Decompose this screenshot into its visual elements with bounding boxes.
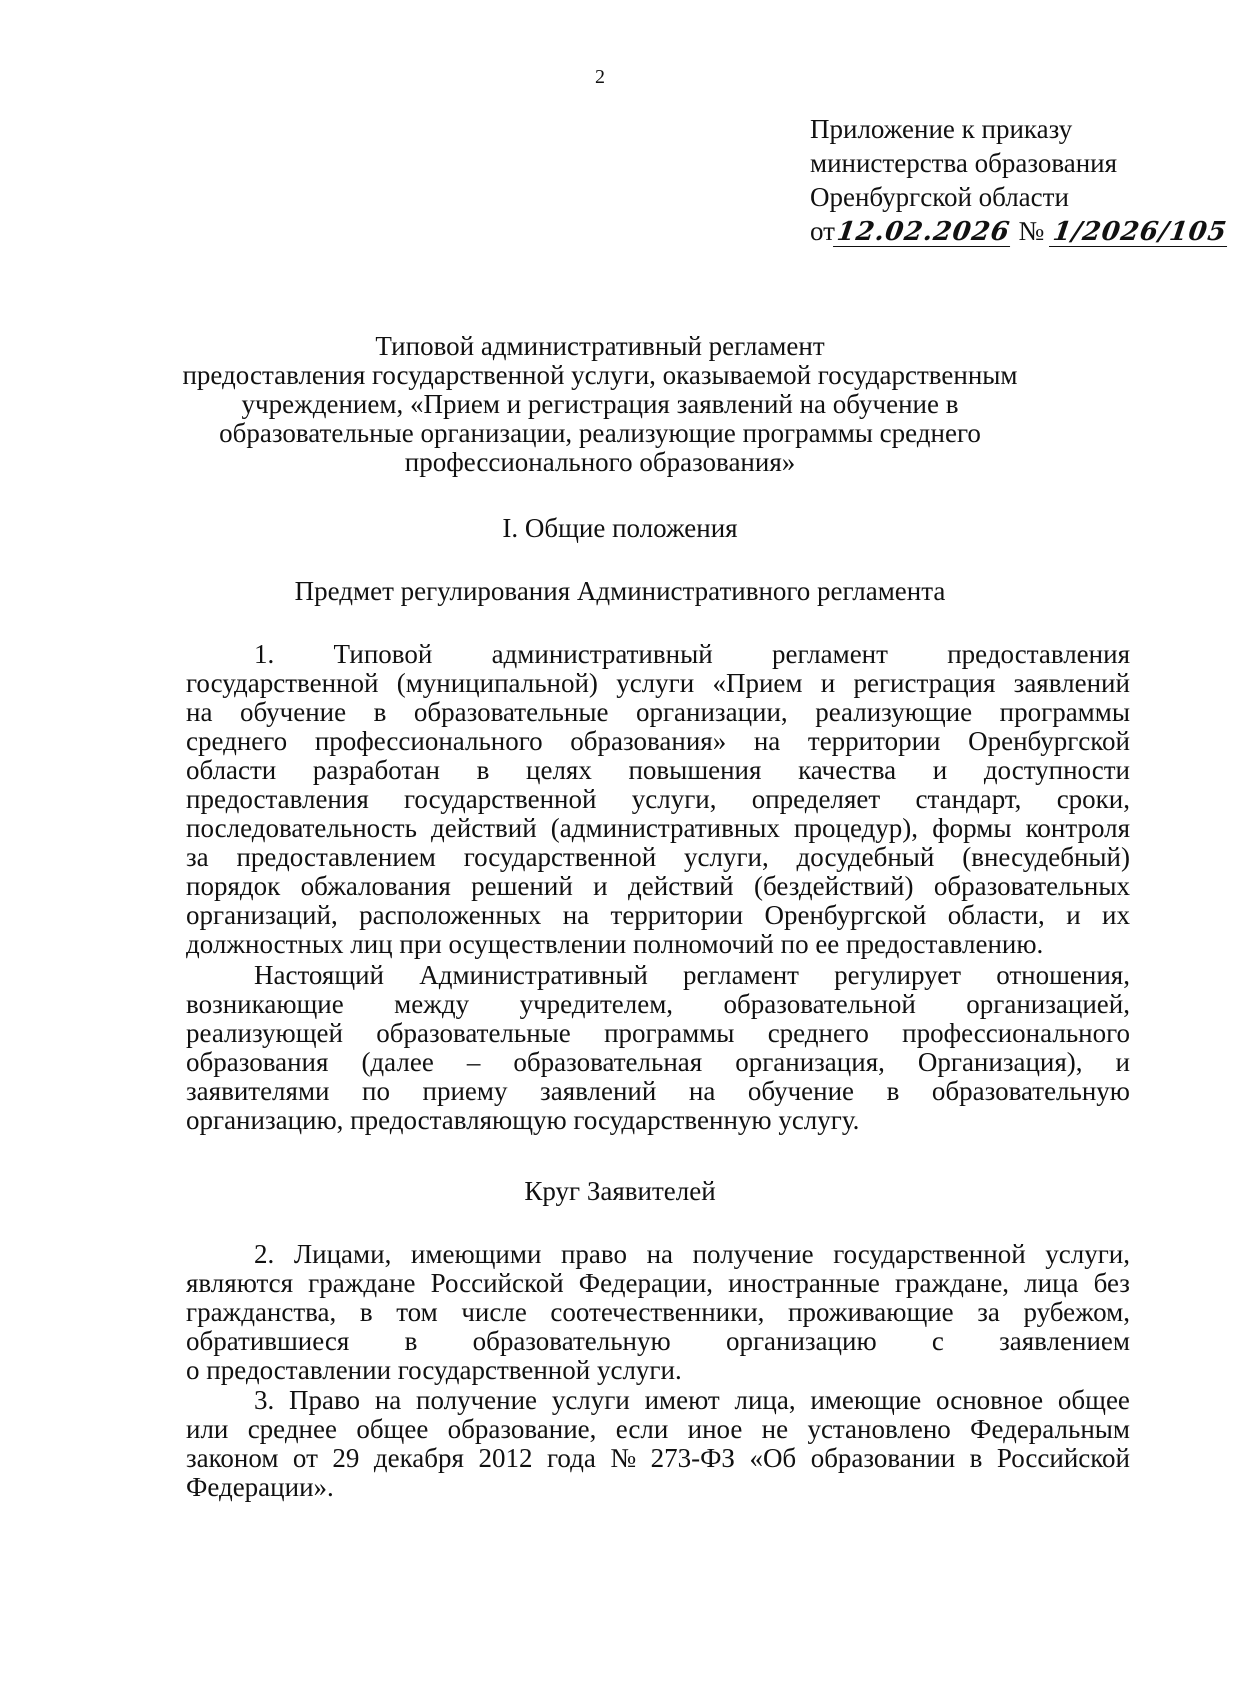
- word: (административных: [550, 813, 780, 843]
- word: услуги: [551, 1385, 630, 1415]
- word: территории: [807, 726, 941, 756]
- text-line: [186, 1415, 1130, 1444]
- handwritten-order-number: 1/2026/105: [1051, 217, 1229, 247]
- word: государственной: [186, 668, 379, 698]
- approval-line-3: Оренбургской области: [810, 182, 1069, 212]
- word: в: [476, 755, 490, 785]
- word: и: [932, 755, 948, 785]
- word: обратившиеся: [186, 1326, 350, 1356]
- word: том: [396, 1297, 438, 1327]
- word: в: [969, 1443, 983, 1473]
- text-line: [186, 640, 1130, 669]
- approval-line-1: Приложение к приказу: [810, 114, 1073, 144]
- word: на: [186, 697, 213, 727]
- word: услуги: [616, 668, 695, 698]
- word: досудебный: [796, 842, 935, 872]
- word: реализующие: [815, 697, 973, 727]
- word: профессионального: [314, 726, 543, 756]
- word: 2012: [478, 1443, 533, 1473]
- word: государственной: [404, 784, 597, 814]
- word: заявлений: [540, 1076, 657, 1106]
- word: рубежом,: [1023, 1297, 1130, 1327]
- word: «Об: [749, 1443, 797, 1473]
- word: числе: [461, 1297, 527, 1327]
- text-line: [186, 1269, 1130, 1298]
- word: и: [820, 668, 836, 698]
- word: получение: [692, 1239, 814, 1269]
- approval-line-2: министерства образования: [810, 148, 1118, 178]
- title-line-5: профессионального образования»: [404, 447, 796, 477]
- word: и: [1115, 1047, 1130, 1077]
- word: декабря: [373, 1443, 464, 1473]
- text-line: [186, 727, 1130, 756]
- word: имеют: [644, 1385, 720, 1415]
- word: Лицами,: [293, 1239, 392, 1269]
- word: от: [292, 1443, 318, 1473]
- word: по: [362, 1076, 390, 1106]
- word: с: [931, 1326, 944, 1356]
- from-label: от: [810, 216, 835, 246]
- word: обучение: [239, 697, 347, 727]
- word: проживающие: [788, 1297, 954, 1327]
- word: стандарт,: [915, 784, 1022, 814]
- word: сроки,: [1056, 784, 1130, 814]
- word: разработан: [312, 755, 440, 785]
- word: возникающие: [186, 989, 344, 1019]
- word: не: [761, 1414, 789, 1444]
- word: 29: [332, 1443, 360, 1473]
- word: контроля: [1025, 813, 1130, 843]
- word: иностранные: [728, 1268, 880, 1298]
- word: организации,: [635, 697, 788, 727]
- word: в: [404, 1326, 418, 1356]
- paragraph-2: [186, 961, 1130, 1135]
- word: образовательная: [513, 1047, 703, 1077]
- text-line: [186, 698, 1130, 727]
- word: Настоящий: [254, 960, 385, 990]
- text-line: [186, 1019, 1130, 1048]
- word: заявлений: [1013, 668, 1130, 698]
- line-text: организацию, предоставляющую государственную услугу.: [186, 1105, 860, 1135]
- word: программы: [999, 697, 1130, 727]
- word: решений: [471, 871, 573, 901]
- word: организацией,: [966, 989, 1130, 1019]
- word: целях: [526, 755, 592, 785]
- word: на: [688, 1076, 716, 1106]
- word: регистрация: [853, 668, 996, 698]
- word: на: [753, 726, 781, 756]
- word: за: [977, 1297, 1000, 1327]
- title-line-1: Типовой административный регламент: [375, 331, 825, 361]
- text-line: [186, 1356, 1130, 1385]
- approval-date-number-line: [810, 214, 1229, 248]
- word: среднее: [247, 1414, 337, 1444]
- text-line: [186, 1240, 1130, 1269]
- word: имеющие: [810, 1385, 922, 1415]
- word: образовательной: [723, 989, 916, 1019]
- word: (муниципальной): [396, 668, 598, 698]
- word: регламент: [683, 960, 799, 990]
- word: действий: [628, 871, 734, 901]
- text-line: [186, 872, 1130, 901]
- word: и: [593, 871, 608, 901]
- word: образования»: [570, 726, 727, 756]
- word: Организация),: [917, 1047, 1083, 1077]
- word: государственной: [833, 1239, 1026, 1269]
- word: 1.: [254, 639, 275, 669]
- word: программы: [604, 1018, 735, 1048]
- word: «Прием: [712, 668, 803, 698]
- word: территории: [610, 900, 744, 930]
- word: в: [373, 697, 387, 727]
- word: соотечественники,: [550, 1297, 765, 1327]
- word: порядок: [186, 871, 281, 901]
- word: установлено: [807, 1414, 951, 1444]
- word: реализующей: [186, 1018, 343, 1048]
- word: отношения,: [996, 960, 1130, 990]
- word: образовательных: [933, 871, 1130, 901]
- number-label: №: [1018, 216, 1045, 246]
- line-text: должностных лиц при осуществлении полномочий по ее предоставлению.: [186, 929, 1044, 959]
- word: качества: [798, 755, 897, 785]
- title-line-3: учреждением, «Прием и регистрация заявлений на обучение в: [241, 389, 959, 419]
- word: профессионального: [902, 1018, 1130, 1048]
- word: 3.: [254, 1385, 275, 1415]
- word: действий: [431, 813, 537, 843]
- text-line: [186, 1444, 1130, 1473]
- word: определяет: [751, 784, 881, 814]
- word: услуги,: [683, 842, 769, 872]
- word: заявителями: [186, 1076, 330, 1106]
- word: являются: [186, 1268, 294, 1298]
- word: образовании: [810, 1443, 956, 1473]
- word: 2.: [254, 1239, 275, 1269]
- word: обучение: [747, 1076, 855, 1106]
- word: Российской: [996, 1443, 1130, 1473]
- word: государственной: [463, 842, 657, 872]
- word: приему: [422, 1076, 508, 1106]
- word: и: [1066, 900, 1081, 930]
- word: учредителем,: [519, 989, 674, 1019]
- text-line: [186, 843, 1130, 872]
- text-line: [186, 1298, 1130, 1327]
- word: Право: [289, 1385, 361, 1415]
- word: на: [562, 900, 590, 930]
- word: (внесудебный): [962, 842, 1130, 872]
- word: формы: [932, 813, 1012, 843]
- word: №: [610, 1443, 637, 1473]
- word: Оренбургской: [764, 900, 927, 930]
- word: повышения: [628, 755, 762, 785]
- text-line: [186, 1327, 1130, 1356]
- word: или: [186, 1414, 229, 1444]
- text-line: [186, 1386, 1130, 1415]
- text-line: [186, 814, 1130, 843]
- word: образование,: [447, 1414, 597, 1444]
- line-text: Федерации».: [186, 1472, 334, 1502]
- word: предоставления: [947, 639, 1130, 669]
- document-title: [180, 332, 1020, 477]
- word: лица,: [734, 1385, 796, 1415]
- subject-heading: Предмет регулирования Административного регламента: [294, 576, 946, 606]
- word: образовательные: [376, 1018, 571, 1048]
- word: услуги,: [1045, 1239, 1130, 1269]
- word: гражданства,: [186, 1297, 337, 1327]
- word: организаций,: [186, 900, 338, 930]
- word: регламент: [771, 639, 888, 669]
- word: Российской: [430, 1268, 564, 1298]
- word: Федерации,: [578, 1268, 714, 1298]
- word: административный: [491, 639, 713, 669]
- word: (далее: [361, 1047, 434, 1077]
- word: граждане,: [894, 1268, 1010, 1298]
- word: если: [615, 1414, 669, 1444]
- text-line: [186, 930, 1130, 959]
- section-heading-general: I. Общие положения: [502, 513, 738, 543]
- word: без: [1093, 1268, 1130, 1298]
- text-line: [186, 1048, 1130, 1077]
- word: в: [359, 1297, 373, 1327]
- text-line: [186, 961, 1130, 990]
- word: (бездействий): [754, 871, 914, 901]
- title-line-4: образовательные организации, реализующие программы среднего: [219, 418, 981, 448]
- word: Типовой: [333, 639, 433, 669]
- word: Оренбургской: [968, 726, 1130, 756]
- word: Административный: [419, 960, 648, 990]
- word: образовательную: [931, 1076, 1130, 1106]
- word: –: [466, 1047, 481, 1077]
- word: на: [374, 1385, 402, 1415]
- word: доступности: [983, 755, 1130, 785]
- word: лица: [1024, 1268, 1079, 1298]
- word: процедур),: [794, 813, 919, 843]
- text-line: [186, 901, 1130, 930]
- word: на: [646, 1239, 674, 1269]
- paragraph-1: [186, 640, 1130, 959]
- word: услуги,: [631, 784, 717, 814]
- applicants-heading: Круг Заявителей: [524, 1176, 716, 1206]
- paragraph-3: [186, 1240, 1130, 1385]
- word: основное: [936, 1385, 1044, 1415]
- word: иное: [687, 1414, 743, 1444]
- text-line: [186, 990, 1130, 1019]
- word: области,: [947, 900, 1045, 930]
- word: общее: [356, 1414, 429, 1444]
- text-line: [186, 1473, 1130, 1502]
- word: среднего: [767, 1018, 869, 1048]
- text-line: [186, 669, 1130, 698]
- word: последовательность: [186, 813, 417, 843]
- word: получение: [416, 1385, 538, 1415]
- word: имеющими: [410, 1239, 542, 1269]
- page-number: 2: [595, 66, 605, 88]
- word: расположенных: [359, 900, 542, 930]
- text-line: [186, 756, 1130, 785]
- word: предоставления: [186, 784, 369, 814]
- word: их: [1102, 900, 1130, 930]
- word: между: [394, 989, 470, 1019]
- word: заявлением: [999, 1326, 1130, 1356]
- word: образовательные: [413, 697, 609, 727]
- word: организация,: [735, 1047, 885, 1077]
- word: 273-ФЗ: [650, 1443, 735, 1473]
- word: образования: [186, 1047, 329, 1077]
- word: Федеральным: [970, 1414, 1130, 1444]
- approval-block: [810, 112, 1229, 248]
- word: за: [186, 842, 209, 872]
- word: в: [886, 1076, 900, 1106]
- word: организацию: [725, 1326, 877, 1356]
- title-line-2: предоставления государственной услуги, оказываемой государственным: [182, 360, 1018, 390]
- word: обжалования: [300, 871, 451, 901]
- word: право: [560, 1239, 627, 1269]
- word: законом: [186, 1443, 279, 1473]
- line-text: о предоставлении государственной услуги.: [186, 1355, 682, 1385]
- word: среднего: [186, 726, 288, 756]
- text-line: [186, 1077, 1130, 1106]
- paragraph-4: [186, 1386, 1130, 1502]
- word: предоставлением: [236, 842, 436, 872]
- word: регулирует: [834, 960, 962, 990]
- word: общее: [1057, 1385, 1130, 1415]
- text-line: [186, 785, 1130, 814]
- handwritten-date: 12.02.2026: [834, 217, 1012, 247]
- word: граждане: [308, 1268, 416, 1298]
- word: образовательную: [472, 1326, 671, 1356]
- word: области: [186, 755, 277, 785]
- word: года: [546, 1443, 596, 1473]
- text-line: [186, 1106, 1130, 1135]
